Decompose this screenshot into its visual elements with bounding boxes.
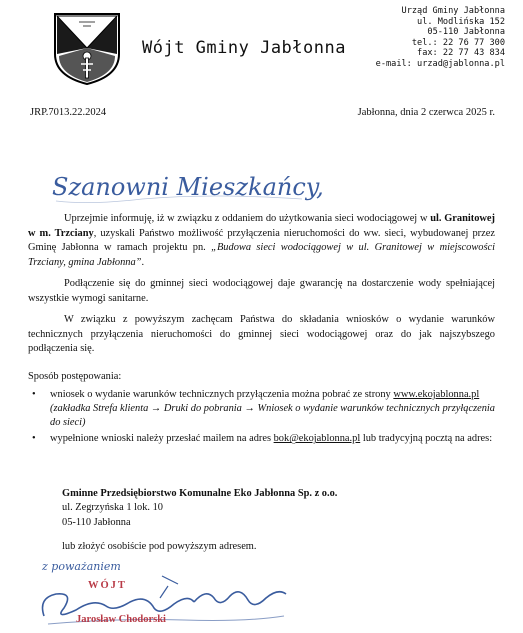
- handwritten-regards: z poważaniem: [42, 560, 121, 573]
- paragraph-guarantee: Podłączenie się do gminnej sieci wodociągowej daje gwarancję na dostarczenie wody spełniającej wszystkie wymogi sanitarne.: [28, 278, 495, 304]
- item2-text-1: wypełnione wnioski należy przesłać mailem na adres: [50, 433, 274, 445]
- office-name: Urząd Gminy Jabłonna: [401, 6, 505, 16]
- paragraph-intro: [28, 212, 495, 271]
- paragraph-intro-end: .: [141, 257, 145, 269]
- list-item: [28, 432, 495, 446]
- office-fax: fax: 22 77 43 834: [417, 48, 505, 59]
- paragraph-intro-text-1: Uprzejmie informuję, iż w związku z oddaniem do użytkowania sieci wodociągowej w: [64, 213, 431, 224]
- paragraph-encouragement: W związku z powyższym zachęcam Państwa do składania wniosków o wydanie warunków technicznych przyłączenia nieruchomości do gminnej sieci wodociągowej oraz do jak najszybszego podłączenia się.: [28, 314, 495, 355]
- office-street: ul. Modlińska 152: [417, 16, 505, 27]
- procedure-label: Sposób postępowania:: [28, 371, 122, 382]
- company-name: Gminne Przedsiębiorstwo Komunalne Eko Jabłonna Sp. z o.o.: [62, 488, 338, 499]
- company-city: 05-110 Jabłonna: [62, 516, 131, 528]
- office-email: e-mail: urzad@jablonna.pl: [375, 58, 505, 69]
- street-name: ul. Granitowej w m. Trzciany: [28, 213, 495, 239]
- letter-date: Jabłonna, dnia 2 czerwca 2025 r.: [357, 107, 495, 118]
- office-phone: tel.: 22 76 77 300: [411, 37, 505, 48]
- company-address: [62, 487, 337, 530]
- greeting-text: Szanowni Mieszkańcy,: [52, 173, 324, 201]
- office-city: 05-110 Jabłonna: [427, 27, 505, 38]
- email-link[interactable]: bok@ekojablonna.pl: [273, 433, 361, 445]
- item2-text-2: lub tradycyjną pocztą na adres:: [360, 433, 493, 445]
- company-street: ul. Zegrzyńska 1 lok. 10: [62, 502, 163, 514]
- coat-of-arms-logo: [53, 12, 121, 86]
- header-title: Wójt Gminy Jabłonna: [142, 38, 346, 58]
- paragraph-intro-text-2: , uzyskali Państwo możliwość przyłączenia nieruchomości do ww. sieci, wybudowanej przez Gminę Jabłonna w ramach projektu pn.: [28, 227, 495, 254]
- stamp-title: WÓJT: [88, 580, 127, 591]
- procedure-list: [28, 388, 495, 446]
- list-item: [28, 388, 495, 429]
- item1-text: wniosek o wydanie warunków technicznych przyłączenia można pobrać ze strony: [50, 389, 394, 400]
- bullet: •: [32, 433, 36, 445]
- project-name: „Budowa sieci wodociągowej w ul. Granitowej w miejscowości Trzciany, gmina Jabłonna”: [28, 242, 495, 269]
- office-address-block: [355, 6, 505, 70]
- handwritten-greeting: [52, 163, 352, 215]
- reference-number: JRP.7013.22.2024: [30, 107, 107, 118]
- website-link[interactable]: www.ekojablonna.pl: [393, 389, 480, 400]
- bullet: •: [32, 389, 36, 400]
- closing-line: lub złożyć osobiście pod powyższym adresem.: [62, 541, 257, 552]
- download-path-note: (zakładka Strefa klienta → Druki do pobrania → Wniosek o wydanie warunków technicznych przyłączenia do sieci): [50, 402, 495, 428]
- stamp-name: Jarosław Chodorski: [76, 614, 166, 625]
